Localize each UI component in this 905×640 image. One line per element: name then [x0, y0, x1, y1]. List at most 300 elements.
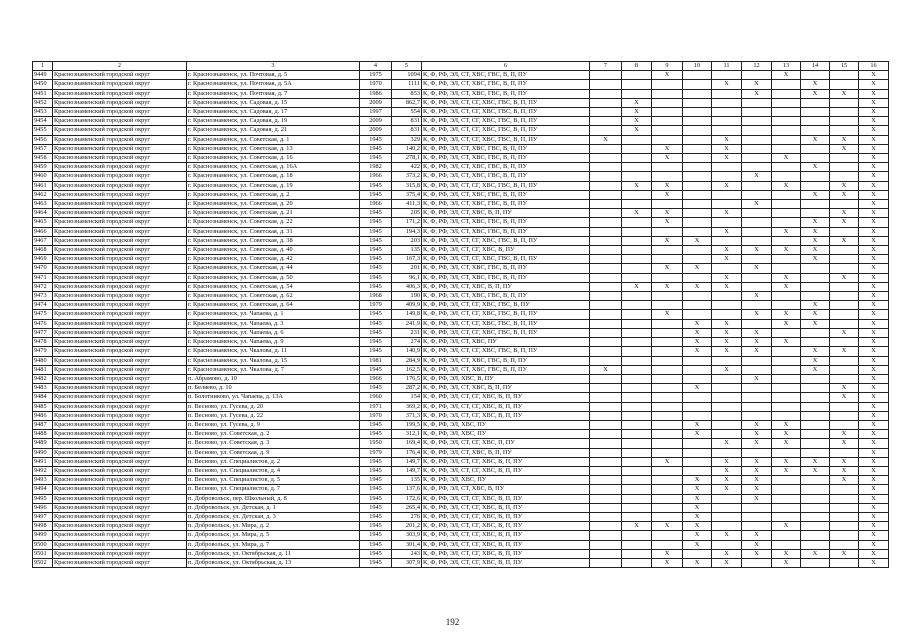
table-row — [33, 328, 889, 337]
work-type-mark-cell: X — [742, 246, 772, 255]
work-type-mark-cell: X — [859, 310, 889, 319]
build-year-cell: 1945 — [360, 531, 392, 540]
build-year-cell: 2009 — [360, 126, 392, 135]
work-type-mark-cell — [772, 356, 801, 365]
row-number-cell: 9469 — [33, 255, 53, 264]
work-type-mark-cell: X — [801, 466, 830, 475]
table-row — [33, 292, 889, 301]
work-type-mark-cell: X — [859, 172, 889, 181]
work-type-mark-cell: X — [830, 190, 859, 199]
work-type-mark-cell — [622, 236, 652, 245]
work-type-mark-cell — [590, 71, 622, 80]
work-type-mark-cell: X — [859, 292, 889, 301]
work-type-mark-cell: X — [652, 154, 683, 163]
work-type-mark-cell: X — [772, 549, 801, 558]
build-year-cell: 1945 — [360, 494, 392, 503]
work-type-mark-cell: X — [859, 439, 889, 448]
work-type-mark-cell — [712, 126, 742, 135]
work-type-mark-cell: X — [859, 218, 889, 227]
utilities-cell: К, Ф, РФ, ЭЛ, ХВС, В, ПУ — [422, 374, 590, 383]
utilities-cell: К, Ф, РФ, ЭЛ, СТ, ХВС, В, П, ПУ — [422, 282, 590, 291]
work-type-mark-cell — [772, 135, 801, 144]
work-type-mark-cell — [772, 117, 801, 126]
work-type-mark-cell — [622, 476, 652, 485]
row-number-cell: 9474 — [33, 301, 53, 310]
work-type-mark-cell: X — [712, 485, 742, 494]
work-type-mark-cell: X — [742, 430, 772, 439]
work-type-mark-cell — [622, 347, 652, 356]
work-type-mark-cell — [830, 108, 859, 117]
utilities-cell: К, Ф, РФ, ЭЛ, СТ, СГ, ХВС, ГВС, В, П, ПУ — [422, 126, 590, 135]
work-type-mark-cell — [652, 255, 683, 264]
work-type-mark-cell — [683, 135, 712, 144]
work-type-mark-cell: X — [859, 430, 889, 439]
build-year-cell: 1945 — [360, 338, 392, 347]
work-type-mark-cell — [772, 448, 801, 457]
work-type-mark-cell: X — [683, 319, 712, 328]
work-type-mark-cell: X — [859, 503, 889, 512]
column-number: 16 — [859, 62, 889, 71]
utilities-cell: К, Ф, РФ, ЭЛ, ХВС, ПУ — [422, 476, 590, 485]
work-type-mark-cell — [590, 282, 622, 291]
work-type-mark-cell — [683, 439, 712, 448]
utilities-cell: К, Ф, РФ, ЭЛ, СТ, СГ, ХВС, ГВС, В, П, ПУ — [422, 98, 590, 107]
work-type-mark-cell — [622, 466, 652, 475]
work-type-mark-cell: X — [652, 264, 683, 273]
utilities-cell: К, Ф, РФ, ЭЛ, СТ, СГ, ХВС, ГВС, В, П, ПУ — [422, 181, 590, 190]
work-type-mark-cell — [772, 255, 801, 264]
work-type-mark-cell — [712, 494, 742, 503]
work-type-mark-cell: X — [742, 420, 772, 429]
utilities-cell: К, Ф, РФ, ЭЛ, СТ, СГ, ХВС, ГВС, В, П, ПУ — [422, 135, 590, 144]
work-type-mark-cell: X — [772, 273, 801, 282]
work-type-mark-cell: X — [622, 209, 652, 218]
work-type-mark-cell: X — [859, 457, 889, 466]
work-type-mark-cell — [622, 558, 652, 567]
work-type-mark-cell — [712, 117, 742, 126]
work-type-mark-cell — [772, 80, 801, 89]
work-type-mark-cell — [590, 503, 622, 512]
work-type-mark-cell: X — [859, 255, 889, 264]
address-cell: г. Краснознаменск, ул. Советская, д. 2 — [187, 190, 360, 199]
work-type-mark-cell: X — [622, 108, 652, 117]
work-type-mark-cell — [683, 89, 712, 98]
area-cell: 422 — [392, 163, 422, 172]
work-type-mark-cell: X — [859, 549, 889, 558]
work-type-mark-cell: X — [801, 457, 830, 466]
row-number-cell: 9497 — [33, 512, 53, 521]
row-number-cell: 9496 — [33, 503, 53, 512]
table-row — [33, 71, 889, 80]
work-type-mark-cell: X — [622, 282, 652, 291]
work-type-mark-cell — [801, 522, 830, 531]
work-type-mark-cell — [590, 292, 622, 301]
column-number: 15 — [830, 62, 859, 71]
address-cell: п. Добровольск, ул. Мира, д. 5 — [187, 531, 360, 540]
work-type-mark-cell — [830, 448, 859, 457]
work-type-mark-cell — [652, 200, 683, 209]
utilities-cell: К, Ф, РФ, ЭЛ, СТ, СГ, ХВС, В, П, ПУ — [422, 522, 590, 531]
table-row — [33, 430, 889, 439]
area-cell: 315,8 — [392, 181, 422, 190]
work-type-mark-cell — [772, 494, 801, 503]
municipality-cell: Краснознаменский городской округ — [53, 347, 187, 356]
build-year-cell: 1971 — [360, 402, 392, 411]
area-cell: 135 — [392, 246, 422, 255]
municipality-cell: Краснознаменский городской округ — [53, 135, 187, 144]
municipality-cell: Краснознаменский городской округ — [53, 503, 187, 512]
utilities-cell: К, Ф, РФ, ЭЛ, СТ, СГ, ХВС, ГВС, В, П, ПУ — [422, 236, 590, 245]
work-type-mark-cell — [590, 402, 622, 411]
work-type-mark-cell — [652, 356, 683, 365]
table-row — [33, 80, 889, 89]
work-type-mark-cell: X — [712, 457, 742, 466]
work-type-mark-cell — [683, 402, 712, 411]
area-cell: 162,5 — [392, 365, 422, 374]
work-type-mark-cell — [742, 236, 772, 245]
work-type-mark-cell — [801, 144, 830, 153]
work-type-mark-cell — [590, 476, 622, 485]
address-cell: г. Краснознаменск, ул. Советская, д. 21 — [187, 209, 360, 218]
work-type-mark-cell — [742, 522, 772, 531]
column-number: 3 — [187, 62, 360, 71]
work-type-mark-cell — [742, 558, 772, 567]
area-cell: 554 — [392, 108, 422, 117]
municipality-cell: Краснознаменский городской округ — [53, 393, 187, 402]
work-type-mark-cell — [772, 172, 801, 181]
build-year-cell: 1970 — [360, 80, 392, 89]
row-number-cell: 9454 — [33, 117, 53, 126]
area-cell: 190 — [392, 292, 422, 301]
row-number-cell: 9481 — [33, 365, 53, 374]
work-type-mark-cell: X — [859, 540, 889, 549]
work-type-mark-cell: X — [859, 420, 889, 429]
address-cell: г. Краснознаменск, ул. Почтовая, д. 7 — [187, 89, 360, 98]
address-cell: п. Весново, ул. Гусева, д. 20 — [187, 402, 360, 411]
address-cell: г. Краснознаменск, ул. Почтовая, д. 5А — [187, 80, 360, 89]
address-cell: п. Абрамово, д. 10 — [187, 374, 360, 383]
address-cell: п. Весново, ул. Советская, д. 9 — [187, 448, 360, 457]
work-type-mark-cell — [590, 347, 622, 356]
work-type-mark-cell — [683, 292, 712, 301]
work-type-mark-cell — [772, 126, 801, 135]
work-type-mark-cell — [622, 356, 652, 365]
address-cell: п. Весново, ул. Гусева, д. 9 — [187, 420, 360, 429]
work-type-mark-cell — [590, 466, 622, 475]
table-row — [33, 144, 889, 153]
work-type-mark-cell: X — [742, 476, 772, 485]
work-type-mark-cell — [652, 494, 683, 503]
row-number-cell: 9466 — [33, 227, 53, 236]
work-type-mark-cell — [712, 163, 742, 172]
area-cell: 369,2 — [392, 402, 422, 411]
work-type-mark-cell: X — [772, 522, 801, 531]
work-type-mark-cell — [683, 448, 712, 457]
work-type-mark-cell: X — [801, 163, 830, 172]
work-type-mark-cell: X — [772, 154, 801, 163]
work-type-mark-cell: X — [652, 71, 683, 80]
work-type-mark-cell: X — [652, 310, 683, 319]
table-row — [33, 310, 889, 319]
area-cell: 1111 — [392, 80, 422, 89]
work-type-mark-cell: X — [830, 466, 859, 475]
work-type-mark-cell — [742, 393, 772, 402]
work-type-mark-cell — [830, 154, 859, 163]
work-type-mark-cell — [742, 108, 772, 117]
municipality-cell: Краснознаменский городской округ — [53, 144, 187, 153]
work-type-mark-cell — [652, 117, 683, 126]
work-type-mark-cell — [801, 558, 830, 567]
work-type-mark-cell — [590, 236, 622, 245]
work-type-mark-cell: X — [859, 411, 889, 420]
work-type-mark-cell — [742, 282, 772, 291]
address-cell: г. Краснознаменск, ул. Советская, д. 22 — [187, 218, 360, 227]
work-type-mark-cell: X — [712, 476, 742, 485]
municipality-cell: Краснознаменский городской округ — [53, 273, 187, 282]
work-type-mark-cell — [801, 411, 830, 420]
address-cell: г. Краснознаменск, ул. Чапаева, д. 9 — [187, 338, 360, 347]
utilities-cell: К, Ф, РФ, ЭЛ, ХВС, ПУ — [422, 430, 590, 439]
work-type-mark-cell: X — [622, 117, 652, 126]
area-cell: 307,9 — [392, 558, 422, 567]
work-type-mark-cell: X — [712, 282, 742, 291]
area-cell: 201,2 — [392, 522, 422, 531]
municipality-cell: Краснознаменский городской округ — [53, 531, 187, 540]
table-row — [33, 420, 889, 429]
area-cell: 149,7 — [392, 457, 422, 466]
table-row — [33, 117, 889, 126]
work-type-mark-cell — [683, 144, 712, 153]
work-type-mark-cell — [590, 273, 622, 282]
address-cell: п. Добровольск, пер. Школьный, д. 8 — [187, 494, 360, 503]
area-cell: 287,2 — [392, 384, 422, 393]
work-type-mark-cell — [652, 108, 683, 117]
work-type-mark-cell — [772, 190, 801, 199]
table-row — [33, 273, 889, 282]
row-number-cell: 9461 — [33, 181, 53, 190]
table-row — [33, 98, 889, 107]
work-type-mark-cell — [590, 310, 622, 319]
build-year-cell: 1945 — [360, 384, 392, 393]
work-type-mark-cell — [652, 80, 683, 89]
work-type-mark-cell — [683, 365, 712, 374]
work-type-mark-cell: X — [772, 457, 801, 466]
work-type-mark-cell: X — [859, 384, 889, 393]
utilities-cell: К, Ф, РФ, ЭЛ, СТ, СГ, ХВС, ГВС, В, П, ПУ — [422, 117, 590, 126]
work-type-mark-cell — [712, 292, 742, 301]
row-number-cell: 9479 — [33, 347, 53, 356]
work-type-mark-cell: X — [742, 531, 772, 540]
row-number-cell: 9455 — [33, 126, 53, 135]
work-type-mark-cell: X — [830, 439, 859, 448]
work-type-mark-cell — [712, 172, 742, 181]
municipality-cell: Краснознаменский городской округ — [53, 89, 187, 98]
work-type-mark-cell — [683, 98, 712, 107]
area-cell: 154 — [392, 393, 422, 402]
address-cell: г. Краснознаменск, ул. Советская, д. 40 — [187, 246, 360, 255]
area-cell: 284,9 — [392, 356, 422, 365]
work-type-mark-cell — [683, 255, 712, 264]
work-type-mark-cell — [801, 282, 830, 291]
work-type-mark-cell — [683, 71, 712, 80]
municipality-cell: Краснознаменский городской округ — [53, 338, 187, 347]
work-type-mark-cell — [590, 374, 622, 383]
work-type-mark-cell — [801, 181, 830, 190]
area-cell: 137,6 — [392, 485, 422, 494]
work-type-mark-cell — [712, 236, 742, 245]
work-type-mark-cell: X — [859, 98, 889, 107]
address-cell: г. Краснознаменск, ул. Советская, д. 31 — [187, 227, 360, 236]
work-type-mark-cell — [830, 558, 859, 567]
work-type-mark-cell — [590, 108, 622, 117]
work-type-mark-cell — [830, 531, 859, 540]
work-type-mark-cell — [830, 282, 859, 291]
work-type-mark-cell — [801, 273, 830, 282]
column-number: 5 — [392, 62, 422, 71]
work-type-mark-cell: X — [652, 236, 683, 245]
work-type-mark-cell — [590, 512, 622, 521]
row-number-cell: 9480 — [33, 356, 53, 365]
row-number-cell: 9478 — [33, 338, 53, 347]
utilities-cell: К, Ф, РФ, ЭЛ, СТ, ХВС, ГВС, В, П, ПУ — [422, 273, 590, 282]
work-type-mark-cell: X — [742, 264, 772, 273]
table-row — [33, 393, 889, 402]
work-type-mark-cell — [622, 71, 652, 80]
work-type-mark-cell: X — [859, 144, 889, 153]
utilities-cell: К, Ф, РФ, ЭЛ, СТ, ХВС, ГВС, В, П, ПУ — [422, 163, 590, 172]
utilities-cell: К, Ф, РФ, ЭЛ, СТ, ХВС, ГВС, В, П, ПУ — [422, 190, 590, 199]
work-type-mark-cell — [772, 209, 801, 218]
column-number: 13 — [772, 62, 801, 71]
work-type-mark-cell: X — [859, 163, 889, 172]
table-row — [33, 485, 889, 494]
work-type-mark-cell — [652, 485, 683, 494]
work-type-mark-cell — [622, 190, 652, 199]
work-type-mark-cell — [712, 448, 742, 457]
work-type-mark-cell: X — [772, 319, 801, 328]
table-row — [33, 154, 889, 163]
work-type-mark-cell — [712, 512, 742, 521]
work-type-mark-cell — [652, 466, 683, 475]
table-row — [33, 402, 889, 411]
work-type-mark-cell — [772, 393, 801, 402]
work-type-mark-cell: X — [712, 328, 742, 337]
utilities-cell: К, Ф, РФ, ЭЛ, СТ, СГ, ХВС, В, П, ПУ — [422, 549, 590, 558]
row-number-cell: 9493 — [33, 476, 53, 485]
address-cell: п. Весново, ул. Специалистов, д. 5 — [187, 476, 360, 485]
municipality-cell: Краснознаменский городской округ — [53, 264, 187, 273]
work-type-mark-cell — [801, 512, 830, 521]
work-type-mark-cell — [830, 172, 859, 181]
work-type-mark-cell: X — [683, 430, 712, 439]
municipality-cell: Краснознаменский городской округ — [53, 236, 187, 245]
work-type-mark-cell — [742, 135, 772, 144]
work-type-mark-cell — [590, 384, 622, 393]
work-type-mark-cell — [622, 144, 652, 153]
area-cell: 406,3 — [392, 282, 422, 291]
table-row — [33, 448, 889, 457]
work-type-mark-cell: X — [652, 181, 683, 190]
utilities-cell: К, Ф, РФ, ЭЛ, СТ, СГ, ХВС, В, П, ПУ — [422, 512, 590, 521]
work-type-mark-cell: X — [742, 172, 772, 181]
table-row — [33, 512, 889, 521]
build-year-cell: 1945 — [360, 246, 392, 255]
work-type-mark-cell — [590, 328, 622, 337]
work-type-mark-cell — [652, 273, 683, 282]
municipality-cell: Краснознаменский городской округ — [53, 365, 187, 374]
work-type-mark-cell — [772, 292, 801, 301]
work-type-mark-cell: X — [859, 328, 889, 337]
build-year-cell: 1979 — [360, 448, 392, 457]
build-year-cell: 1960 — [360, 393, 392, 402]
work-type-mark-cell — [622, 172, 652, 181]
municipality-cell: Краснознаменский городской округ — [53, 172, 187, 181]
work-type-mark-cell: X — [859, 466, 889, 475]
column-number: 1 — [33, 62, 53, 71]
work-type-mark-cell — [590, 80, 622, 89]
utilities-cell: К, Ф, РФ, ЭЛ, СТ, ХВС, ГВС, В, П, ПУ — [422, 71, 590, 80]
build-year-cell: 1945 — [360, 476, 392, 485]
work-type-mark-cell — [652, 531, 683, 540]
work-type-mark-cell: X — [683, 531, 712, 540]
municipality-cell: Краснознаменский городской округ — [53, 512, 187, 521]
build-year-cell: 1950 — [360, 439, 392, 448]
work-type-mark-cell: X — [742, 89, 772, 98]
work-type-mark-cell: X — [622, 98, 652, 107]
work-type-mark-cell — [590, 393, 622, 402]
address-cell: п. Добровольск, ул. Октябрьская, д. 11 — [187, 549, 360, 558]
work-type-mark-cell — [683, 227, 712, 236]
work-type-mark-cell — [742, 255, 772, 264]
column-number: 9 — [652, 62, 683, 71]
work-type-mark-cell: X — [801, 255, 830, 264]
work-type-mark-cell: X — [742, 292, 772, 301]
area-cell: 831 — [392, 117, 422, 126]
row-number-cell: 9491 — [33, 457, 53, 466]
area-cell: 140,9 — [392, 347, 422, 356]
work-type-mark-cell: X — [683, 476, 712, 485]
work-type-mark-cell — [622, 374, 652, 383]
work-type-mark-cell — [830, 227, 859, 236]
work-type-mark-cell — [830, 512, 859, 521]
area-cell: 1094 — [392, 71, 422, 80]
work-type-mark-cell: X — [772, 246, 801, 255]
work-type-mark-cell: X — [859, 558, 889, 567]
work-type-mark-cell — [801, 172, 830, 181]
utilities-cell: К, Ф, РФ, ЭЛ, СТ, СГ, ХВС, П, ПУ — [422, 439, 590, 448]
work-type-mark-cell — [590, 218, 622, 227]
municipality-cell: Краснознаменский городской округ — [53, 227, 187, 236]
municipality-cell: Краснознаменский городской округ — [53, 108, 187, 117]
work-type-mark-cell: X — [772, 439, 801, 448]
work-type-mark-cell: X — [683, 494, 712, 503]
work-type-mark-cell: X — [683, 503, 712, 512]
municipality-cell: Краснознаменский городской округ — [53, 356, 187, 365]
work-type-mark-cell: X — [652, 282, 683, 291]
municipality-cell: Краснознаменский городской округ — [53, 420, 187, 429]
work-type-mark-cell: X — [859, 135, 889, 144]
work-type-mark-cell: X — [712, 558, 742, 567]
work-type-mark-cell: X — [859, 393, 889, 402]
work-type-mark-cell: X — [859, 264, 889, 273]
municipality-cell: Краснознаменский городской округ — [53, 485, 187, 494]
address-cell: п. Весново, ул. Советская, д. 3 — [187, 439, 360, 448]
row-number-cell: 9465 — [33, 218, 53, 227]
work-type-mark-cell — [652, 393, 683, 402]
work-type-mark-cell — [801, 71, 830, 80]
work-type-mark-cell — [742, 227, 772, 236]
area-cell: 171,2 — [392, 218, 422, 227]
